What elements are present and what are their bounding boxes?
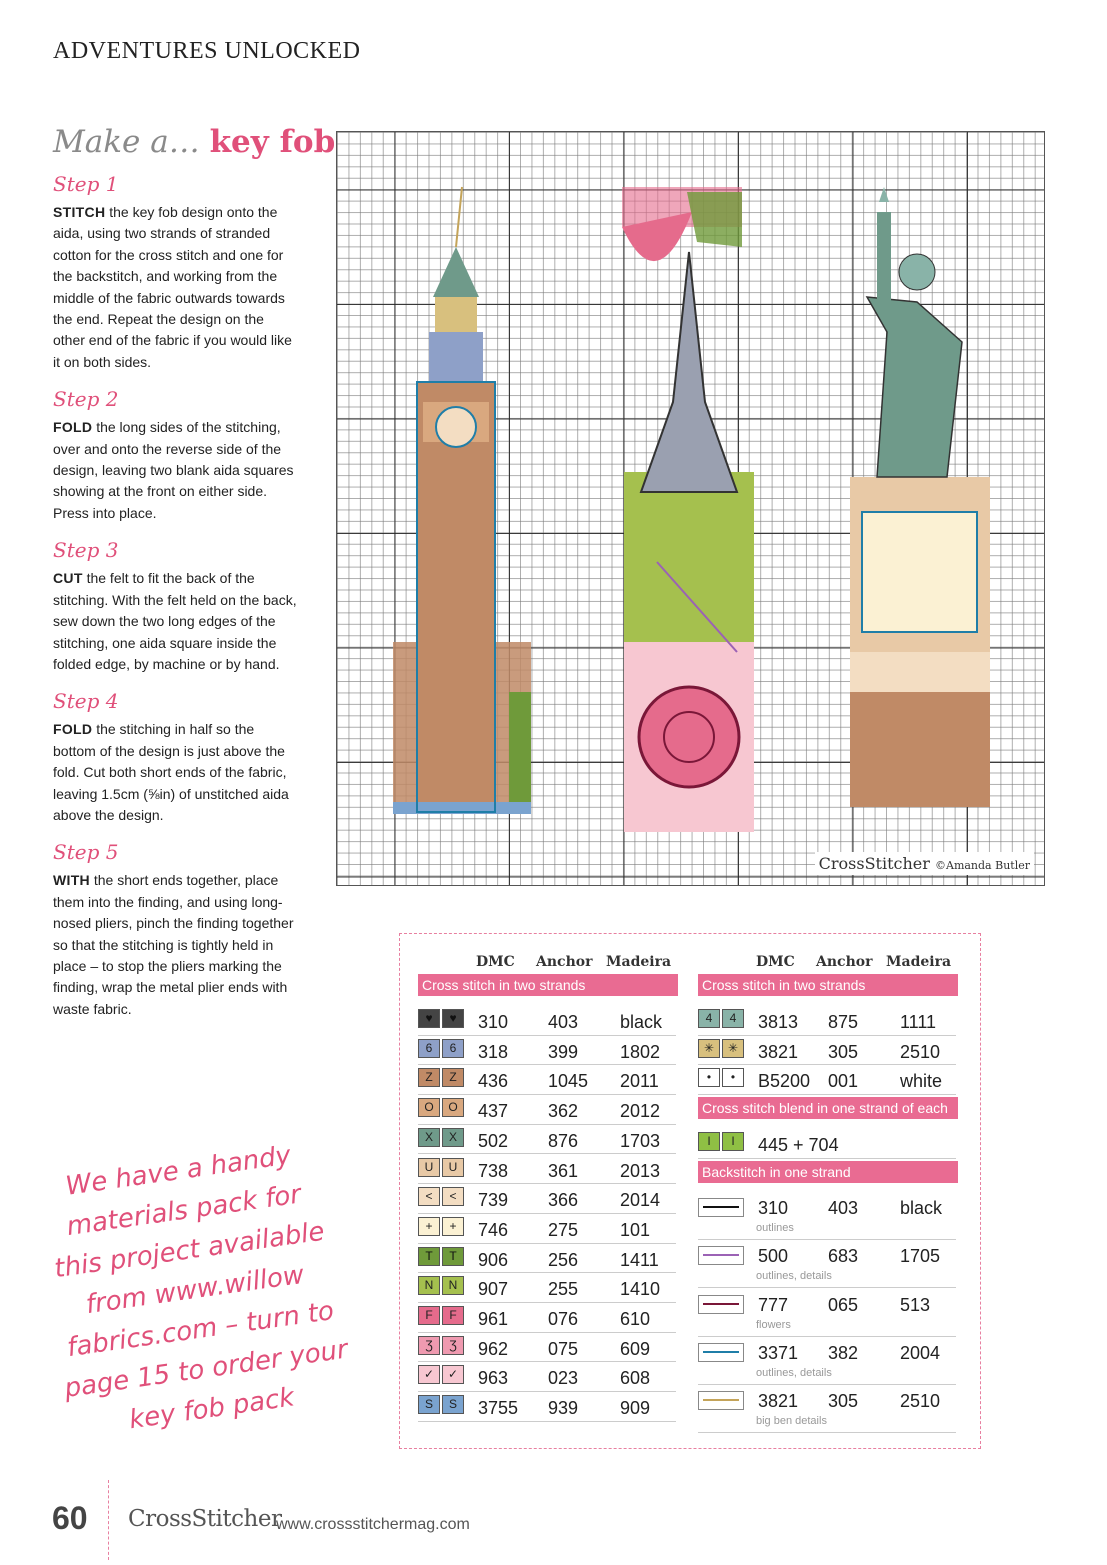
thread-madeira: white	[900, 1071, 943, 1092]
liberty-motif	[850, 187, 990, 807]
step-title: Step 1	[53, 172, 119, 196]
thread-dmc: 3813	[758, 1012, 799, 1032]
thread-anchor: 382	[828, 1342, 859, 1363]
swatch-cell: O	[442, 1098, 464, 1117]
backstitch-swatch	[698, 1295, 744, 1314]
backstitch-row	[698, 1240, 956, 1288]
thread-madeira: 2510	[900, 1391, 941, 1412]
thread-dmc: 907	[478, 1279, 509, 1300]
thread-dmc: 310	[758, 1198, 789, 1218]
thread-madeira: 909	[620, 1398, 651, 1419]
swatch-cell: ✳	[722, 1039, 744, 1058]
backstitch-note: outlines, details	[756, 1366, 832, 1379]
step-text: FOLD the long sides of the stitching, over and onto the reverse side of the design, leaving two blank aida squares showing at the front on either side. Press into place.	[53, 419, 294, 521]
swatch-cell: T	[442, 1247, 464, 1266]
swatch-cell: ♥	[442, 1009, 464, 1028]
thread-madeira: 2011	[620, 1071, 659, 1092]
color-swatch	[698, 1068, 744, 1087]
backstitch-row	[698, 1385, 956, 1433]
swatch-cell: I	[698, 1132, 720, 1151]
step-lead: FOLD	[53, 419, 93, 436]
step-text: WITH the short ends together, place them into the finding, and using long-nosed pliers, pinch the finding together so that the stitching is tightly held in place – to stop the pliers marking the finding, wrap the metal plier ends with waste fabric.	[53, 872, 294, 1017]
backstitch-note: big ben details	[756, 1415, 827, 1428]
header-anchor: Anchor	[536, 954, 593, 970]
thread-anchor: 939	[548, 1398, 579, 1419]
swatch-cell: F	[442, 1306, 464, 1325]
thread-anchor: 403	[828, 1198, 859, 1218]
thread-madeira: 1410	[620, 1279, 661, 1300]
swatch-cell: •	[722, 1068, 744, 1087]
step-lead: CUT	[53, 570, 83, 587]
color-swatch	[418, 1158, 464, 1177]
swatch-cell: 4	[698, 1009, 720, 1028]
heading-prefix: Make a…	[53, 124, 200, 160]
color-swatch	[418, 1187, 464, 1206]
key-row	[418, 1333, 676, 1363]
thread-dmc: 436	[478, 1071, 509, 1092]
thread-anchor: 683	[828, 1246, 859, 1267]
swatch-cell: ✳	[698, 1039, 720, 1058]
thread-madeira: 2004	[900, 1342, 941, 1363]
section-title: ADVENTURES UNLOCKED	[53, 38, 361, 64]
key-row	[418, 1244, 676, 1274]
thread-dmc: 963	[478, 1368, 509, 1389]
backstitch-line	[703, 1206, 739, 1208]
thread-madeira: 609	[620, 1338, 651, 1359]
step-lead: WITH	[53, 872, 90, 889]
thread-anchor: 275	[548, 1219, 579, 1240]
step-lead: STITCH	[53, 204, 106, 220]
chart-motifs	[337, 132, 1044, 885]
thread-anchor: 362	[548, 1101, 579, 1122]
thread-dmc: 502	[478, 1130, 509, 1151]
key-row	[698, 1065, 956, 1095]
key-row	[418, 1006, 676, 1036]
color-swatch	[418, 1009, 464, 1028]
backstitch-swatch	[698, 1246, 744, 1265]
eiffel-motif	[622, 187, 754, 832]
swatch-cell: <	[442, 1187, 464, 1206]
key-row	[418, 1036, 676, 1066]
key-row	[418, 1273, 676, 1303]
backstitch-swatch	[698, 1391, 744, 1410]
thread-dmc: 961	[478, 1309, 509, 1329]
swatch-cell: S	[442, 1395, 464, 1414]
thread-dmc: 738	[478, 1160, 509, 1181]
color-swatch	[698, 1132, 744, 1151]
step-text: FOLD the stitching in half so the bottom of the design is just above the fold. Cut both short ends of the fabric, leaving 1.5cm (⅝in) of unstitched aida above the design.	[53, 721, 289, 823]
footer-divider	[108, 1480, 110, 1560]
backstitch-swatch	[698, 1343, 744, 1362]
swatch-cell: I	[722, 1132, 744, 1151]
thread-key	[399, 933, 981, 1449]
color-swatch	[418, 1336, 464, 1355]
thread-anchor: 399	[548, 1041, 579, 1062]
backstitch-row	[698, 1337, 956, 1385]
step-text: CUT the felt to fit the back of the stitching. With the felt held on the back, sew down the two long edges of the stitching, one aida square inside the folded edge, by machine or by hand.	[53, 570, 297, 672]
instructions	[53, 172, 298, 1034]
swatch-cell: 6	[418, 1039, 440, 1058]
thread-anchor: 023	[548, 1368, 579, 1389]
heading-highlight: key fob	[209, 124, 336, 160]
materials-pack-promo: We have a handy materials pack for this project available from www.willow fabrics.com – turn to page 15 to order your key fob pack	[52, 1140, 350, 1436]
thread-madeira: 101	[620, 1219, 651, 1240]
color-swatch	[418, 1306, 464, 1325]
key-row	[418, 1125, 676, 1155]
thread-madeira: 608	[620, 1368, 651, 1389]
backstitch-note: outlines	[756, 1222, 794, 1234]
backstitch-note: outlines, details	[756, 1270, 832, 1283]
swatch-cell: ✓	[442, 1365, 464, 1384]
color-swatch	[698, 1009, 744, 1028]
thread-anchor: 305	[828, 1041, 859, 1062]
thread-madeira: 1705	[900, 1246, 941, 1267]
key-row	[418, 1303, 676, 1333]
thread-anchor: 403	[548, 1012, 579, 1032]
header-anchor: Anchor	[816, 954, 873, 970]
thread-madeira: 2510	[900, 1041, 941, 1062]
backstitch-bar: Backstitch in one strand	[698, 1161, 958, 1183]
thread-dmc: 500	[758, 1246, 789, 1267]
cross-stitch-chart	[336, 131, 1045, 886]
cross-stitch-bar: Cross stitch in two strands	[698, 974, 958, 996]
step-title: Step 5	[53, 840, 119, 865]
credit-author: ©Amanda Butler	[935, 859, 1030, 872]
swatch-cell: U	[442, 1158, 464, 1177]
thread-madeira: black	[900, 1198, 943, 1218]
swatch-cell: •	[698, 1068, 720, 1087]
step-title: Step 4	[53, 689, 119, 714]
thread-dmc: 746	[478, 1219, 509, 1240]
header-dmc: DMC	[756, 954, 795, 970]
blend-row	[698, 1129, 956, 1159]
blend-bar: Cross stitch blend in one strand of each	[698, 1097, 958, 1119]
swatch-cell: S	[418, 1395, 440, 1414]
cross-stitch-bar: Cross stitch in two strands	[418, 974, 678, 996]
swatch-cell: X	[442, 1128, 464, 1147]
backstitch-note: flowers	[756, 1318, 791, 1331]
thread-dmc: 3821	[758, 1041, 799, 1062]
key-row	[418, 1214, 676, 1244]
key-row	[418, 1392, 676, 1422]
swatch-cell: 4	[722, 1009, 744, 1028]
thread-madeira: 1703	[620, 1130, 661, 1151]
backstitch-row	[698, 1192, 956, 1240]
thread-dmc: 318	[478, 1041, 509, 1062]
backstitch-line	[703, 1254, 739, 1256]
thread-anchor: 361	[548, 1160, 579, 1181]
backstitch-swatch	[698, 1198, 744, 1217]
color-swatch	[418, 1365, 464, 1384]
thread-anchor: 065	[828, 1294, 859, 1315]
step-title: Step 3	[53, 538, 119, 563]
color-swatch	[698, 1039, 744, 1058]
swatch-cell: 6	[442, 1039, 464, 1058]
key-row	[418, 1155, 676, 1185]
header-madeira: Madeira	[886, 954, 952, 970]
thread-dmc: 3371	[758, 1342, 799, 1363]
thread-dmc: 906	[478, 1249, 509, 1270]
color-swatch	[418, 1039, 464, 1058]
big-ben-motif	[393, 187, 531, 814]
footer-url[interactable]: www.crossstitchermag.com	[276, 1516, 470, 1533]
swatch-cell: ♥	[418, 1009, 440, 1028]
step-title: Step 2	[53, 387, 119, 412]
thread-madeira: 513	[900, 1294, 931, 1315]
swatch-cell: +	[418, 1217, 440, 1236]
header-dmc: DMC	[476, 954, 515, 970]
thread-anchor: 305	[828, 1391, 859, 1412]
swatch-cell: Z	[418, 1068, 440, 1087]
credit-brand: CrossStitcher	[818, 854, 930, 873]
thread-dmc: 310	[478, 1012, 509, 1032]
swatch-cell: O	[418, 1098, 440, 1117]
thread-dmc: B5200	[758, 1071, 811, 1092]
color-swatch	[418, 1068, 464, 1087]
swatch-cell: <	[418, 1187, 440, 1206]
thread-dmc: 739	[478, 1190, 509, 1211]
step-lead: FOLD	[53, 721, 93, 738]
step-text: STITCH the key fob design onto the aida, using two strands of stranded cotton for the cross stitch and one for the backstitch, and working from the middle of the fabric outwards towards the end. Repeat the design on the other end of the fabric if you would like it on both sides.	[53, 204, 292, 370]
thread-madeira: black	[620, 1012, 663, 1032]
key-row	[418, 1065, 676, 1095]
header-madeira: Madeira	[606, 954, 672, 970]
thread-madeira: 2014	[620, 1190, 661, 1211]
footer-logo: CrossStitcher	[128, 1506, 282, 1532]
key-row	[418, 1184, 676, 1214]
color-swatch	[418, 1128, 464, 1147]
backstitch-row	[698, 1289, 956, 1337]
thread-madeira: 1411	[620, 1249, 659, 1270]
thread-anchor: 875	[828, 1012, 859, 1032]
blend-value: 445 + 704	[758, 1135, 839, 1155]
thread-dmc: 3755	[478, 1398, 519, 1419]
thread-anchor: 1045	[548, 1071, 589, 1092]
thread-dmc: 437	[478, 1101, 509, 1122]
thread-anchor: 255	[548, 1279, 579, 1300]
thread-anchor: 075	[548, 1338, 579, 1359]
color-swatch	[418, 1276, 464, 1295]
page-heading	[53, 124, 335, 160]
thread-anchor: 001	[828, 1071, 859, 1092]
color-swatch	[418, 1217, 464, 1236]
swatch-cell: +	[442, 1217, 464, 1236]
thread-anchor: 366	[548, 1190, 579, 1211]
thread-anchor: 256	[548, 1249, 579, 1270]
key-row	[418, 1362, 676, 1392]
thread-madeira: 2012	[620, 1101, 661, 1122]
color-swatch	[418, 1098, 464, 1117]
swatch-cell: Z	[442, 1068, 464, 1087]
swatch-cell: N	[442, 1276, 464, 1295]
swatch-cell: N	[418, 1276, 440, 1295]
swatch-cell: F	[418, 1306, 440, 1325]
color-swatch	[418, 1395, 464, 1414]
swatch-cell: T	[418, 1247, 440, 1266]
swatch-cell: Ʒ	[418, 1336, 440, 1355]
thread-dmc: 962	[478, 1338, 509, 1359]
thread-anchor: 876	[548, 1130, 579, 1151]
backstitch-line	[703, 1399, 739, 1401]
backstitch-line	[703, 1303, 739, 1305]
thread-anchor: 076	[548, 1309, 579, 1329]
page-number: 60	[52, 1500, 88, 1536]
thread-dmc: 777	[758, 1294, 789, 1315]
backstitch-line	[703, 1351, 739, 1353]
swatch-cell: Ʒ	[442, 1336, 464, 1355]
swatch-cell: ✓	[418, 1365, 440, 1384]
swatch-cell: X	[418, 1128, 440, 1147]
chart-credit	[815, 852, 1034, 875]
key-row	[698, 1036, 956, 1066]
swatch-cell: U	[418, 1158, 440, 1177]
color-swatch	[418, 1247, 464, 1266]
thread-madeira: 1111	[900, 1012, 937, 1032]
thread-madeira: 2013	[620, 1160, 661, 1181]
key-row	[418, 1095, 676, 1125]
thread-madeira: 1802	[620, 1041, 661, 1062]
thread-dmc: 3821	[758, 1391, 799, 1412]
key-row	[698, 1006, 956, 1036]
thread-madeira: 610	[620, 1309, 651, 1329]
